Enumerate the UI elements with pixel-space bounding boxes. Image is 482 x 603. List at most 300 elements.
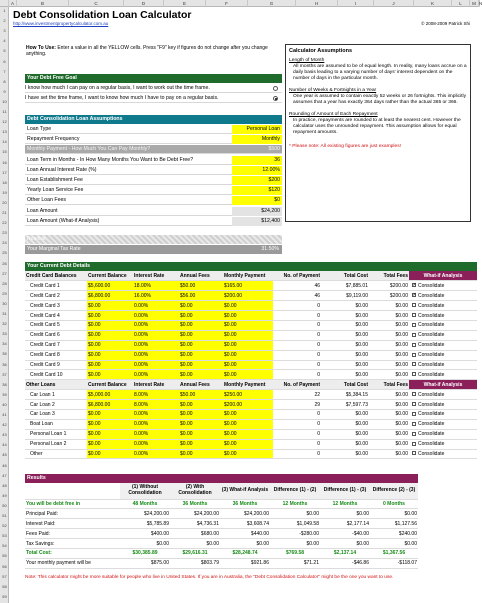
consolidate-checkbox[interactable] <box>412 402 416 406</box>
row-number[interactable]: 15 <box>2 149 7 155</box>
row-number[interactable]: 36 <box>2 361 7 367</box>
results-value: 36 Months <box>170 499 220 509</box>
annual-fees[interactable]: $0.00 <box>179 360 223 370</box>
row-number[interactable]: 56 <box>2 563 7 569</box>
credit-card-row <box>25 320 477 330</box>
row-number[interactable]: 33 <box>2 331 7 337</box>
interest-rate[interactable]: 0.00% <box>133 409 179 419</box>
column-header-n[interactable]: N <box>479 1 482 6</box>
column-header-m[interactable]: M <box>470 0 479 7</box>
row-number[interactable]: 19 <box>2 189 7 195</box>
spreadsheet <box>9 7 480 603</box>
loan-row <box>25 207 282 216</box>
column-header-b[interactable]: B <box>17 0 69 7</box>
current-balance[interactable]: $0.00 <box>87 419 133 429</box>
interest-rate[interactable]: 16.00% <box>133 291 179 301</box>
interest-rate[interactable]: 0.00% <box>133 360 179 370</box>
annual-fees[interactable]: $56.00 <box>179 291 223 301</box>
total-cost: $0.00 <box>321 320 369 330</box>
loan-row-value[interactable]: 12.00% <box>232 166 282 175</box>
item-name: Credit Card 5 <box>25 320 87 330</box>
current-debt-header: Your Current Debt Details <box>25 262 477 271</box>
row-number[interactable]: 49 <box>2 492 7 498</box>
row-number[interactable]: 50 <box>2 502 7 508</box>
interest-rate[interactable]: 0.00% <box>133 320 179 330</box>
assumption-text-1: All months are assumed to be of equal length. In reality, many loans accrue on a daily basis leading to a varying number of days' interest dependent on the number of days in the particular month. <box>293 64 467 81</box>
row-number[interactable]: 9 <box>3 88 6 94</box>
interest-rate[interactable]: 0.00% <box>133 419 179 429</box>
row-header-bar <box>0 7 9 603</box>
loan-row-label: Monthly Payment - How Much You Can Pay Monthly? <box>27 146 151 153</box>
current-balance[interactable]: $0.00 <box>87 330 133 340</box>
examples-note: * Please note: All existing figures are just examples! <box>289 144 401 149</box>
current-balance[interactable]: $0.00 <box>87 311 133 321</box>
total-cost: $0.00 <box>321 370 369 380</box>
annual-fees[interactable]: $0.00 <box>179 350 223 360</box>
column-header-h[interactable]: H <box>296 0 338 7</box>
column-header-f[interactable]: F <box>206 0 248 7</box>
payment-count: 0 <box>273 360 321 370</box>
monthly-payment[interactable]: $0.00 <box>223 429 273 439</box>
results-column-header: (3) What-if Analysis <box>220 483 270 499</box>
row-number[interactable]: 10 <box>2 98 7 104</box>
results-value: $5,785.89 <box>120 519 170 529</box>
results-value: $2,137.14 <box>320 548 370 558</box>
row-number[interactable]: 5 <box>3 48 6 54</box>
assumption-heading-2: Number of Weeks & Fortnights in a Year <box>289 88 377 93</box>
results-column-header: (1) Without Consolidation <box>120 483 170 499</box>
consolidate-label: Consolidate <box>418 302 445 309</box>
row-number[interactable]: 13 <box>2 129 7 135</box>
loan-row-label: Loan Type <box>27 126 52 132</box>
row-number[interactable]: 1 <box>3 8 6 13</box>
payment-count: 0 <box>273 449 321 459</box>
row-number[interactable]: 31 <box>2 311 7 316</box>
column-header: Annual Fees <box>179 380 223 390</box>
consolidate-label: Consolidate <box>418 441 445 448</box>
consolidate-label: Consolidate <box>418 312 445 319</box>
row-number[interactable]: 6 <box>3 58 6 64</box>
results-row <box>25 539 418 549</box>
interest-rate[interactable]: 18.00% <box>133 281 179 291</box>
loan-row-label: Loan Amount (What-if Analysis) <box>27 217 100 224</box>
results-value: $803.79 <box>170 558 220 568</box>
loan-row-label: Repayment Frequency <box>27 136 80 143</box>
column-header-l[interactable]: L <box>452 0 470 7</box>
other-loan-row <box>25 400 477 410</box>
assumptions-title: Calculator Assumptions <box>289 48 353 54</box>
consolidate-checkbox[interactable] <box>412 333 416 337</box>
consolidate-checkbox[interactable] <box>412 303 416 307</box>
resolve-row <box>25 235 282 244</box>
results-value: -$40.00 <box>320 529 370 539</box>
total-fees: $0.00 <box>369 409 409 419</box>
row-number[interactable]: 43 <box>2 432 7 438</box>
monthly-payment[interactable]: $0.00 <box>223 449 273 459</box>
what-if-cell <box>409 439 477 449</box>
interest-rate[interactable]: 0.00% <box>133 439 179 449</box>
results-value: $1,127.56 <box>370 519 418 529</box>
row-number[interactable]: 3 <box>3 28 6 34</box>
total-fees: $0.00 <box>369 419 409 429</box>
results-corner <box>25 483 120 499</box>
what-if-cell <box>409 320 477 330</box>
monthly-payment[interactable]: $200.00 <box>223 291 273 301</box>
results-row <box>25 519 418 529</box>
credit-card-row <box>25 360 477 370</box>
row-number[interactable]: 26 <box>2 260 7 266</box>
results-value: $240.00 <box>370 529 418 539</box>
monthly-payment[interactable]: $0.00 <box>223 360 273 370</box>
consolidate-checkbox[interactable] <box>412 353 416 357</box>
monthly-payment[interactable]: $165.00 <box>223 281 273 291</box>
row-number[interactable]: 12 <box>2 119 7 125</box>
column-header-e[interactable]: E <box>164 0 206 7</box>
item-name: Credit Card 7 <box>25 340 87 350</box>
current-balance[interactable]: $0.00 <box>87 409 133 419</box>
monthly-payment[interactable]: $0.00 <box>223 370 273 380</box>
row-number[interactable]: 48 <box>2 482 7 488</box>
interest-rate[interactable]: 0.00% <box>133 350 179 360</box>
monthly-payment[interactable]: $0.00 <box>223 311 273 321</box>
credit-card-row <box>25 311 477 321</box>
loan-row <box>25 176 282 185</box>
results-value: $769.58 <box>270 548 320 558</box>
monthly-payment[interactable]: $0.00 <box>223 301 273 311</box>
row-number[interactable]: 18 <box>2 179 7 185</box>
row-number[interactable]: 51 <box>2 513 7 518</box>
other-loan-row <box>25 439 477 449</box>
results-value: $440.00 <box>220 529 270 539</box>
annual-fees[interactable]: $50.00 <box>179 390 223 400</box>
row-number[interactable]: 55 <box>2 553 7 559</box>
column-header: Monthly Payment <box>223 380 273 390</box>
annual-fees[interactable]: $0.00 <box>179 429 223 439</box>
other-loans-header-row <box>25 380 477 390</box>
results-value: 0 Months <box>370 499 418 509</box>
monthly-payment[interactable]: $250.00 <box>223 390 273 400</box>
current-balance[interactable]: $0.00 <box>87 360 133 370</box>
column-header: Other Loans <box>25 380 87 390</box>
annual-fees[interactable]: $0.00 <box>179 311 223 321</box>
row-number[interactable]: 54 <box>2 543 7 549</box>
results-row <box>25 509 418 519</box>
annual-fees[interactable]: $0.00 <box>179 370 223 380</box>
results-value: $0.00 <box>120 539 170 549</box>
row-number[interactable]: 34 <box>2 341 7 347</box>
loan-row-value[interactable]: Monthly <box>232 135 282 144</box>
payment-count: 0 <box>273 330 321 340</box>
row-number[interactable]: 52 <box>2 523 7 529</box>
current-balance[interactable]: $5,000.00 <box>87 390 133 400</box>
loan-row <box>25 186 282 195</box>
consolidate-checkbox[interactable] <box>412 412 416 416</box>
current-balance[interactable]: $6,800.00 <box>87 400 133 410</box>
current-balance[interactable]: $0.00 <box>87 370 133 380</box>
column-header-a[interactable]: A <box>9 0 17 7</box>
consolidate-checkbox[interactable] <box>412 283 416 287</box>
what-if-cell <box>409 301 477 311</box>
row-number[interactable]: 7 <box>3 68 6 74</box>
annual-fees[interactable]: $0.00 <box>179 400 223 410</box>
row-number[interactable]: 16 <box>2 159 7 165</box>
column-header-g[interactable]: G <box>248 0 296 7</box>
monthly-payment[interactable]: $0.00 <box>223 419 273 429</box>
consolidate-checkbox[interactable] <box>412 392 416 396</box>
goal-option-1[interactable] <box>25 84 282 93</box>
row-number[interactable]: 32 <box>2 321 7 327</box>
results-value: $680.00 <box>170 529 220 539</box>
annual-fees[interactable]: $0.00 <box>179 330 223 340</box>
annual-fees[interactable]: $0.00 <box>179 320 223 330</box>
total-fees: $0.00 <box>369 330 409 340</box>
results-value: $1,367.56 <box>370 548 418 558</box>
row-number[interactable]: 46 <box>2 462 7 468</box>
current-balance[interactable]: $0.00 <box>87 301 133 311</box>
consolidate-checkbox[interactable] <box>412 422 416 426</box>
payment-count: 0 <box>273 439 321 449</box>
tax-rate-row <box>25 245 282 254</box>
payment-count: 29 <box>273 400 321 410</box>
row-number[interactable]: 37 <box>2 371 7 377</box>
column-header: Credit Card Balances <box>25 271 87 281</box>
goal-option-2[interactable] <box>25 94 282 103</box>
interest-rate[interactable]: 0.00% <box>133 429 179 439</box>
annual-fees[interactable]: $50.00 <box>179 281 223 291</box>
column-header-k[interactable]: K <box>414 0 452 7</box>
consolidate-label: Consolidate <box>418 450 445 457</box>
total-cost: $0.00 <box>321 340 369 350</box>
total-fees: $0.00 <box>369 340 409 350</box>
column-header: Current Balance <box>87 271 133 281</box>
monthly-payment[interactable]: $0.00 <box>223 409 273 419</box>
row-number[interactable]: 59 <box>2 593 7 599</box>
results-value: $875.00 <box>120 558 170 568</box>
payment-count: 46 <box>273 281 321 291</box>
total-cost: $0.00 <box>321 360 369 370</box>
results-value: 12 Months <box>320 499 370 509</box>
page-title: Debt Consolidation Loan Calculator <box>13 9 192 21</box>
row-number[interactable]: 21 <box>2 210 7 215</box>
row-number[interactable]: 40 <box>2 401 7 407</box>
goal-option-1-radio[interactable] <box>273 86 278 91</box>
results-row <box>25 529 418 539</box>
item-name: Personal Loan 1 <box>25 429 87 439</box>
results-row-label: Principal Paid: <box>25 509 120 519</box>
monthly-payment[interactable]: $0.00 <box>223 439 273 449</box>
credit-card-row <box>25 330 477 340</box>
consolidate-checkbox[interactable] <box>412 313 416 317</box>
results-value: $24,200.00 <box>170 509 220 519</box>
current-balance[interactable]: $0.00 <box>87 350 133 360</box>
row-number[interactable]: 11 <box>2 109 7 114</box>
tax-rate-value[interactable]: 31.50% <box>261 246 279 252</box>
resolve-label: Resolve <box>27 236 46 242</box>
results-value: $30,385.89 <box>120 548 170 558</box>
loan-row-value[interactable]: $120 <box>232 186 282 195</box>
row-number[interactable]: 39 <box>2 391 7 397</box>
row-number[interactable]: 30 <box>2 300 7 306</box>
interest-rate[interactable]: 8.00% <box>133 400 179 410</box>
current-balance[interactable]: $0.00 <box>87 340 133 350</box>
column-header: Annual Fees <box>179 271 223 281</box>
consolidate-checkbox[interactable] <box>412 432 416 436</box>
other-loan-row <box>25 419 477 429</box>
column-header: Total Cost <box>321 380 369 390</box>
total-fees: $0.00 <box>369 350 409 360</box>
row-number[interactable]: 14 <box>2 139 7 145</box>
consolidate-label: Consolidate <box>418 421 445 428</box>
annual-fees[interactable]: $0.00 <box>179 301 223 311</box>
column-header-i[interactable]: I <box>338 0 374 7</box>
results-row-label: Total Cost: <box>25 548 120 558</box>
current-balance[interactable]: $5,600.00 <box>87 281 133 291</box>
row-number[interactable]: 2 <box>3 18 6 24</box>
row-number[interactable]: 35 <box>2 351 7 357</box>
loan-row-value[interactable]: Personal Loan <box>232 125 282 134</box>
row-number[interactable]: 41 <box>2 412 7 417</box>
row-number[interactable]: 47 <box>2 472 7 478</box>
row-number[interactable]: 27 <box>2 270 7 276</box>
total-cost: $0.00 <box>321 330 369 340</box>
annual-fees[interactable]: $0.00 <box>179 419 223 429</box>
current-balance[interactable]: $0.00 <box>87 439 133 449</box>
total-fees: $0.00 <box>369 360 409 370</box>
column-header-j[interactable]: J <box>374 0 414 7</box>
annual-fees[interactable]: $0.00 <box>179 340 223 350</box>
consolidate-label: Consolidate <box>418 401 445 408</box>
what-if-cell <box>409 409 477 419</box>
assumption-text-2: One year is assumed to contain exactly 52 weeks or 26 fortnights. This implicitly assumes that a year has exactly 364 days rather than the actual 365 or 366. <box>293 94 467 105</box>
current-debt-table <box>25 271 477 459</box>
loan-row <box>25 166 282 175</box>
current-balance[interactable]: $0.00 <box>87 429 133 439</box>
item-name: Car Loan 3 <box>25 409 87 419</box>
goal-option-2-label: I have set the time frame, I want to know how much I have to pay on a regular basis. <box>25 95 219 101</box>
what-if-cell <box>409 429 477 439</box>
consolidate-label: Consolidate <box>418 411 445 418</box>
consolidate-checkbox[interactable] <box>412 293 416 297</box>
results-value: $0.00 <box>320 539 370 549</box>
results-value: $71.21 <box>270 558 320 568</box>
total-fees: $0.00 <box>369 449 409 459</box>
column-header: What-if Analysis <box>409 380 477 390</box>
annual-fees[interactable]: $0.00 <box>179 409 223 419</box>
loan-row-value: $500 <box>268 146 280 153</box>
assumption-heading-3: Rounding of Amount of Each Repayment <box>289 112 378 117</box>
item-name: Credit Card 3 <box>25 301 87 311</box>
results-value: $1,049.58 <box>270 519 320 529</box>
row-number[interactable]: 44 <box>2 442 7 448</box>
row-number[interactable]: 38 <box>2 381 7 387</box>
column-header: Total Fees <box>369 380 409 390</box>
results-value: $3,608.74 <box>220 519 270 529</box>
what-if-cell <box>409 291 477 301</box>
row-number[interactable]: 8 <box>3 78 6 84</box>
current-balance[interactable]: $6,800.00 <box>87 291 133 301</box>
item-name: Personal Loan 2 <box>25 439 87 449</box>
row-number[interactable]: 29 <box>2 290 7 296</box>
interest-rate[interactable]: 0.00% <box>133 311 179 321</box>
monthly-payment[interactable]: $0.00 <box>223 350 273 360</box>
item-name: Credit Card 1 <box>25 281 87 291</box>
item-name: Boat Loan <box>25 419 87 429</box>
results-column-header: (2) With Consolidation <box>170 483 220 499</box>
consolidate-checkbox[interactable] <box>412 323 416 327</box>
monthly-payment[interactable]: $0.00 <box>223 320 273 330</box>
loan-row-value: $24,200 <box>232 207 282 216</box>
loan-row-value[interactable]: $200 <box>232 176 282 185</box>
monthly-payment[interactable]: $200.00 <box>223 400 273 410</box>
loan-row-value[interactable]: $0 <box>232 196 282 205</box>
row-number[interactable]: 17 <box>2 169 7 175</box>
loan-row-label: Loan Term in Months - In How Many Months You Want to Be Debt Free? <box>27 156 194 163</box>
monthly-payment[interactable]: $0.00 <box>223 340 273 350</box>
results-value: $4,736.31 <box>170 519 220 529</box>
credit-card-header-row <box>25 271 477 281</box>
interest-rate[interactable]: 8.00% <box>133 390 179 400</box>
item-name: Credit Card 4 <box>25 311 87 321</box>
interest-rate[interactable]: 0.00% <box>133 370 179 380</box>
row-number[interactable]: 23 <box>2 230 7 236</box>
annual-fees[interactable]: $0.00 <box>179 449 223 459</box>
consolidate-checkbox[interactable] <box>412 343 416 347</box>
row-number[interactable]: 53 <box>2 533 7 539</box>
consolidate-checkbox[interactable] <box>412 372 416 376</box>
website-link[interactable]: http://www.investmentpropertycalculator.com.au <box>13 21 109 26</box>
consolidate-checkbox[interactable] <box>412 451 416 455</box>
monthly-payment[interactable]: $0.00 <box>223 330 273 340</box>
goal-option-2-radio[interactable] <box>273 96 278 101</box>
row-number[interactable]: 20 <box>2 199 7 205</box>
interest-rate[interactable]: 0.00% <box>133 340 179 350</box>
column-header: Monthly Payment <box>223 271 273 281</box>
interest-rate[interactable]: 0.00% <box>133 449 179 459</box>
loan-row <box>25 145 282 154</box>
consolidate-checkbox[interactable] <box>412 362 416 366</box>
item-name: Credit Card 2 <box>25 291 87 301</box>
calculator-assumptions-box <box>285 44 471 222</box>
total-cost: $0.00 <box>321 449 369 459</box>
annual-fees[interactable]: $0.00 <box>179 439 223 449</box>
row-number[interactable]: 58 <box>2 583 7 589</box>
row-number[interactable]: 28 <box>2 280 7 286</box>
loan-row <box>25 217 282 226</box>
interest-rate[interactable]: 0.00% <box>133 330 179 340</box>
loan-row-value[interactable]: 36 <box>232 156 282 165</box>
total-cost: $7,885.01 <box>321 281 369 291</box>
row-number[interactable]: 42 <box>2 422 7 428</box>
what-if-cell <box>409 281 477 291</box>
row-number[interactable]: 57 <box>2 573 7 579</box>
row-number[interactable]: 22 <box>2 220 7 226</box>
consolidate-checkbox[interactable] <box>412 442 416 446</box>
column-header-c[interactable]: C <box>69 0 124 7</box>
current-balance[interactable]: $0.00 <box>87 320 133 330</box>
current-balance[interactable]: $0.00 <box>87 449 133 459</box>
results-table <box>25 483 418 569</box>
row-number[interactable]: 24 <box>2 240 7 246</box>
total-cost: $0.00 <box>321 301 369 311</box>
total-fees: $0.00 <box>369 320 409 330</box>
column-header-d[interactable]: D <box>124 0 164 7</box>
row-number[interactable]: 45 <box>2 452 7 458</box>
what-if-cell <box>409 340 477 350</box>
total-cost: $0.00 <box>321 409 369 419</box>
interest-rate[interactable]: 0.00% <box>133 301 179 311</box>
row-number[interactable]: 25 <box>2 250 7 256</box>
row-number[interactable]: 4 <box>3 38 6 44</box>
